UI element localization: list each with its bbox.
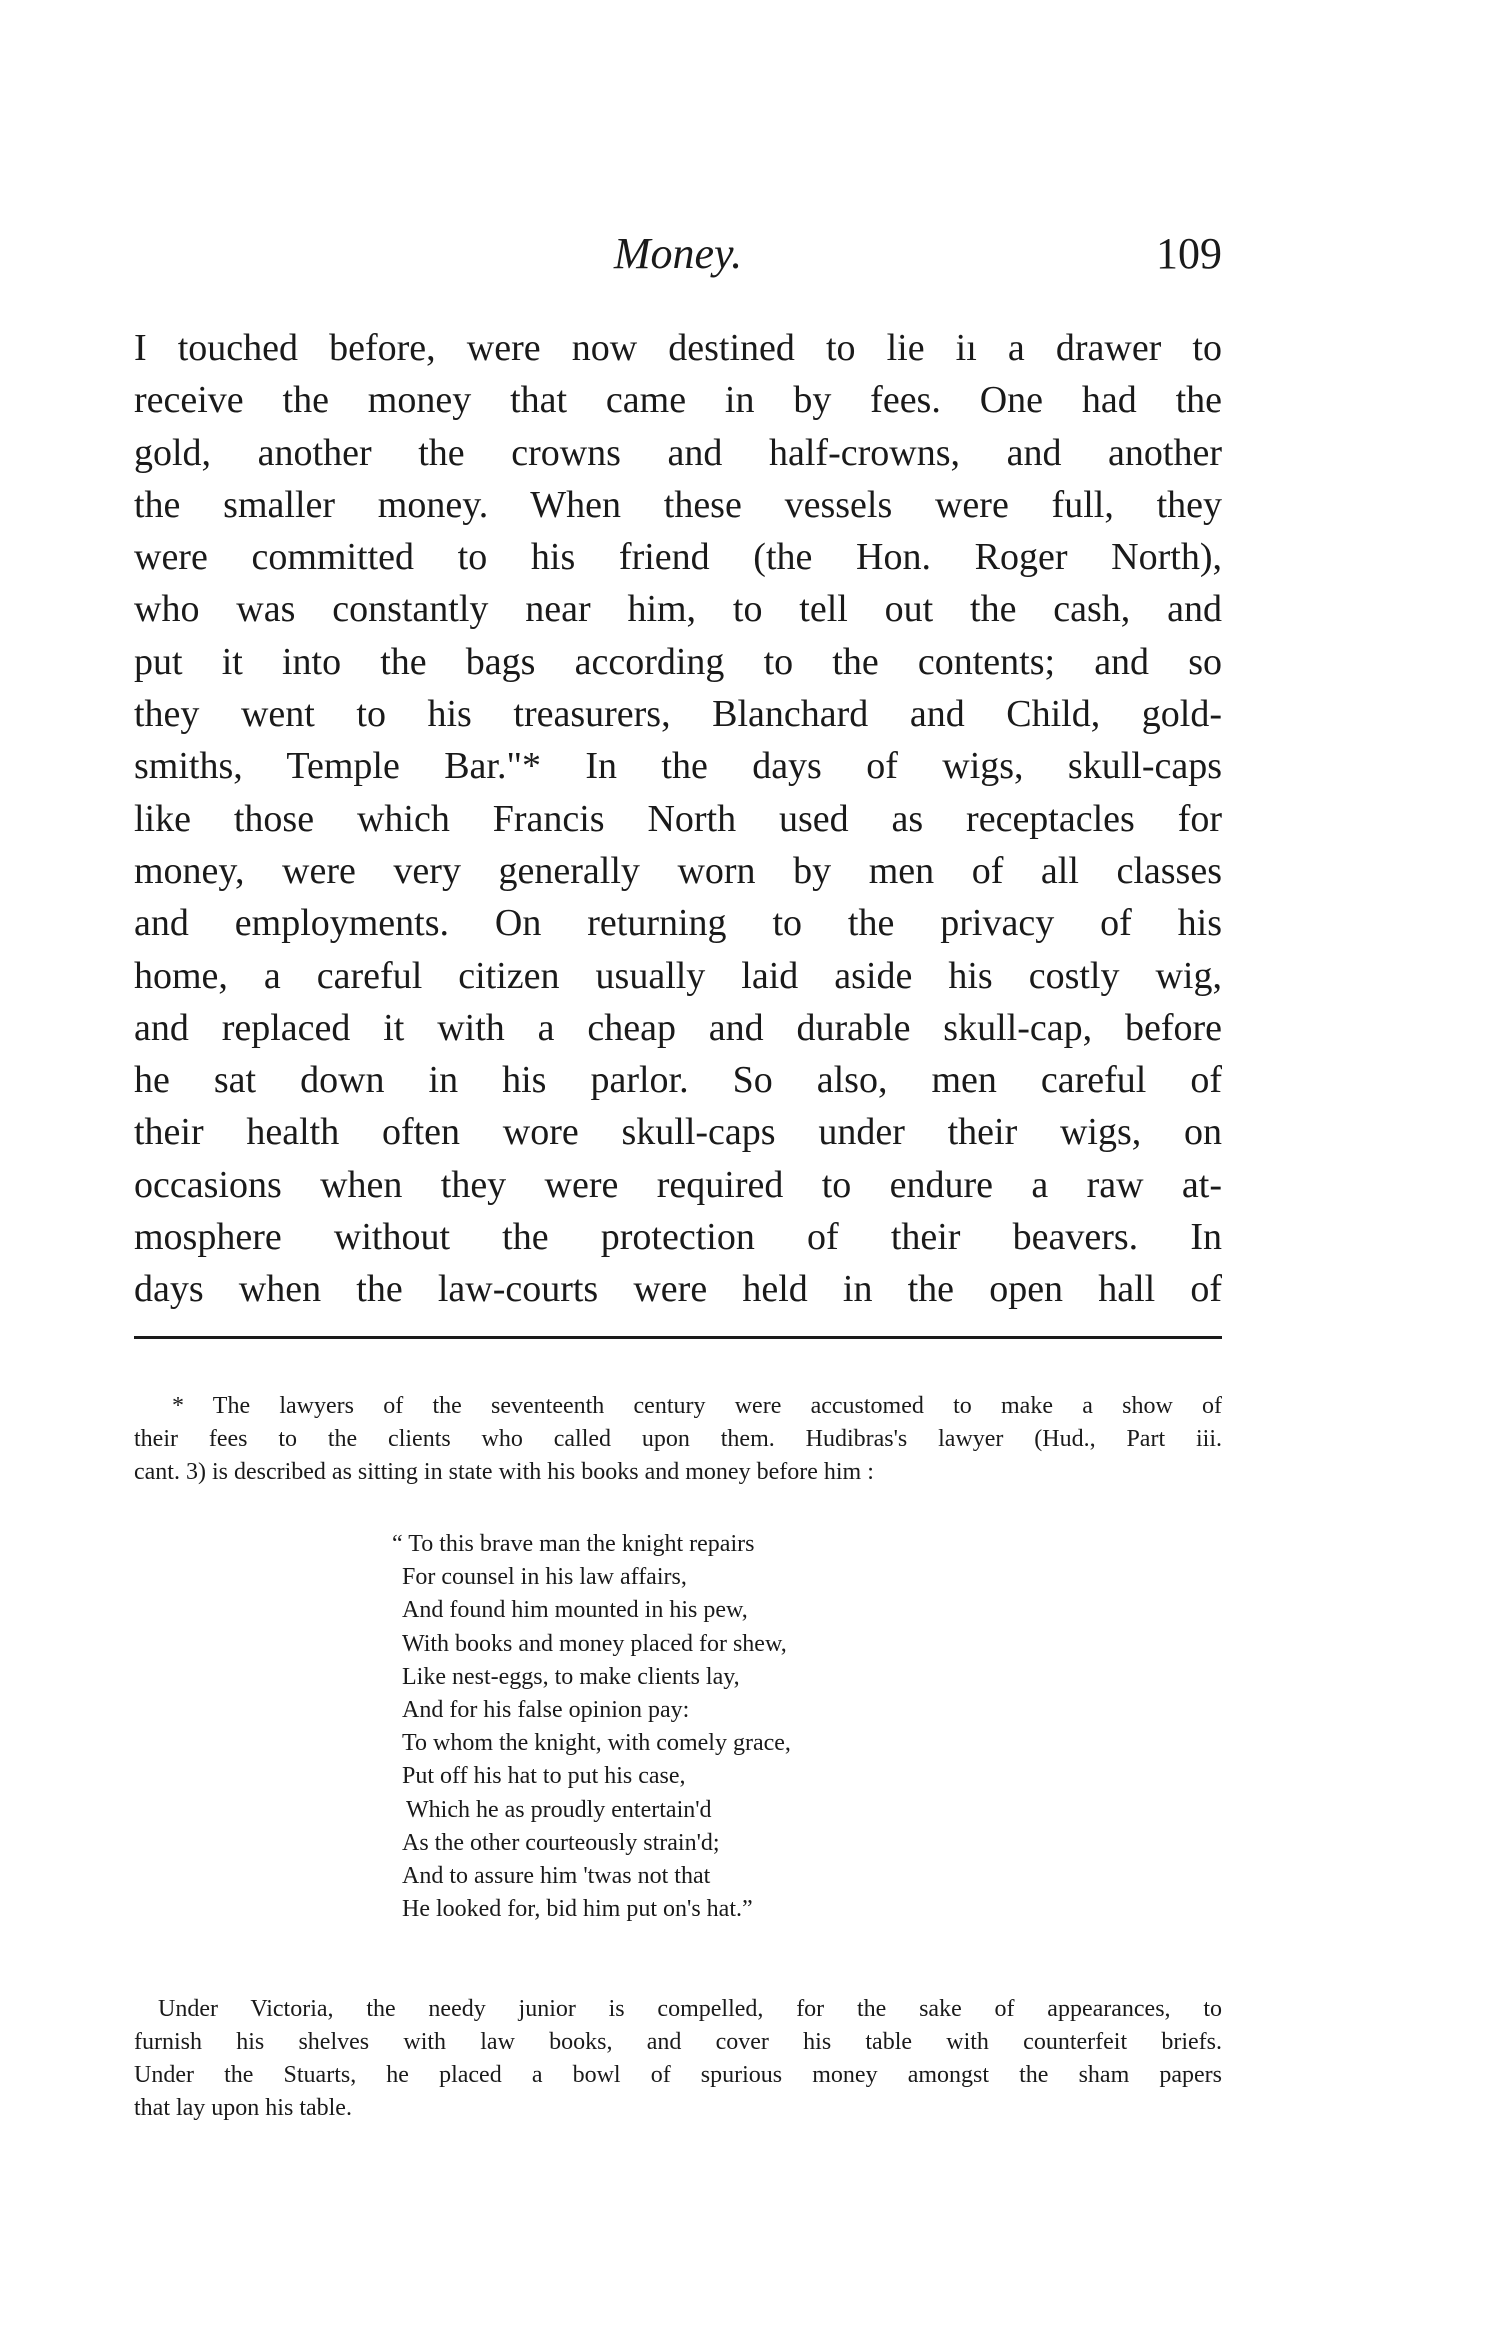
verse-line: And found him mounted in his pew, [402, 1597, 748, 1624]
body-line: and employments. On returning to the privacy of his [134, 902, 1222, 945]
body-line: smiths, Temple Bar."* In the days of wigs, skull-caps [134, 745, 1222, 788]
verse-line: As the other courteously strain'd; [402, 1829, 720, 1856]
body-line: I touched before, were now destined to lie iı a drawer to [134, 327, 1222, 369]
body-line: occasions when they were required to endure a raw at- [134, 1163, 1222, 1206]
verse-line: “ To this brave man the knight repairs [392, 1531, 755, 1557]
body-line: money, were very generally worn by men of all classes [134, 849, 1222, 892]
verse-line: With books and money placed for shew, [402, 1630, 787, 1657]
footnote-line: Under Victoria, the needy junior is compelled, for the sake of appearances, to [158, 1996, 1222, 2022]
verse-line: Like nest-eggs, to make clients lay, [402, 1663, 740, 1690]
verse-line: Put off his hat to put his case, [402, 1763, 686, 1790]
body-text [134, 322, 1222, 1316]
footnote-divider [134, 1336, 1222, 1339]
body-line: mosphere without the protection of their beavers. In [134, 1216, 1222, 1259]
verse-line: Which he as proudly entertain'd [406, 1796, 712, 1823]
verse-line: He looked for, bid him put on's hat.” [402, 1896, 753, 1923]
verse-line: To whom the knight, with comely grace, [402, 1730, 791, 1757]
verse-line: For counsel in his law affairs, [402, 1564, 687, 1591]
footnote-line: cant. 3) is described as sitting in state with his books and money before him : [134, 1459, 874, 1485]
footnote [134, 1390, 1222, 1489]
footnote-line: Under the Stuarts, he placed a bowl of spurious money amongst the sham papers [134, 2062, 1222, 2088]
body-line: gold, another the crowns and half-crowns, and another [134, 431, 1222, 474]
body-line: put it into the bags according to the contents; and so [134, 640, 1222, 683]
body-line: and replaced it with a cheap and durable skull-cap, before [134, 1006, 1222, 1049]
body-line: were committed to his friend (the Hon. Roger North), [134, 536, 1222, 579]
verse-line: And for his false opinion pay: [402, 1697, 690, 1724]
page-header [134, 228, 1222, 298]
body-line: the smaller money. When these vessels were full, they [134, 483, 1222, 526]
body-line: home, a careful citizen usually laid aside his costly wig, [134, 954, 1222, 997]
footnote-line: * The lawyers of the seventeenth century were accustomed to make a show of [172, 1393, 1222, 1419]
body-line: who was constantly near him, to tell out the cash, and [134, 588, 1222, 631]
footnote-line: their fees to the clients who called upon them. Hudibras's lawyer (Hud., Part iii. [134, 1426, 1222, 1452]
page-number: 109 [1156, 229, 1222, 278]
footnote-verse [392, 1528, 1012, 1926]
running-title: Money. [613, 229, 743, 278]
footnote-line: furnish his shelves with law books, and cover his table with counterfeit briefs. [134, 2029, 1222, 2055]
body-line: he sat down in his parlor. So also, men careful of [134, 1059, 1222, 1102]
body-line: receive the money that came in by fees. One had the [134, 379, 1222, 422]
body-line: like those which Francis North used as receptacles for [134, 797, 1222, 840]
footnote-line: that lay upon his table. [134, 2095, 352, 2121]
verse-line: And to assure him 'twas not that [402, 1863, 711, 1890]
footnote-continuation [134, 1993, 1222, 2125]
body-line: they went to his treasurers, Blanchard and Child, gold- [134, 693, 1222, 736]
body-line: their health often wore skull-caps under their wigs, on [134, 1111, 1222, 1154]
body-line: days when the law-courts were held in the open hall of [134, 1268, 1222, 1311]
